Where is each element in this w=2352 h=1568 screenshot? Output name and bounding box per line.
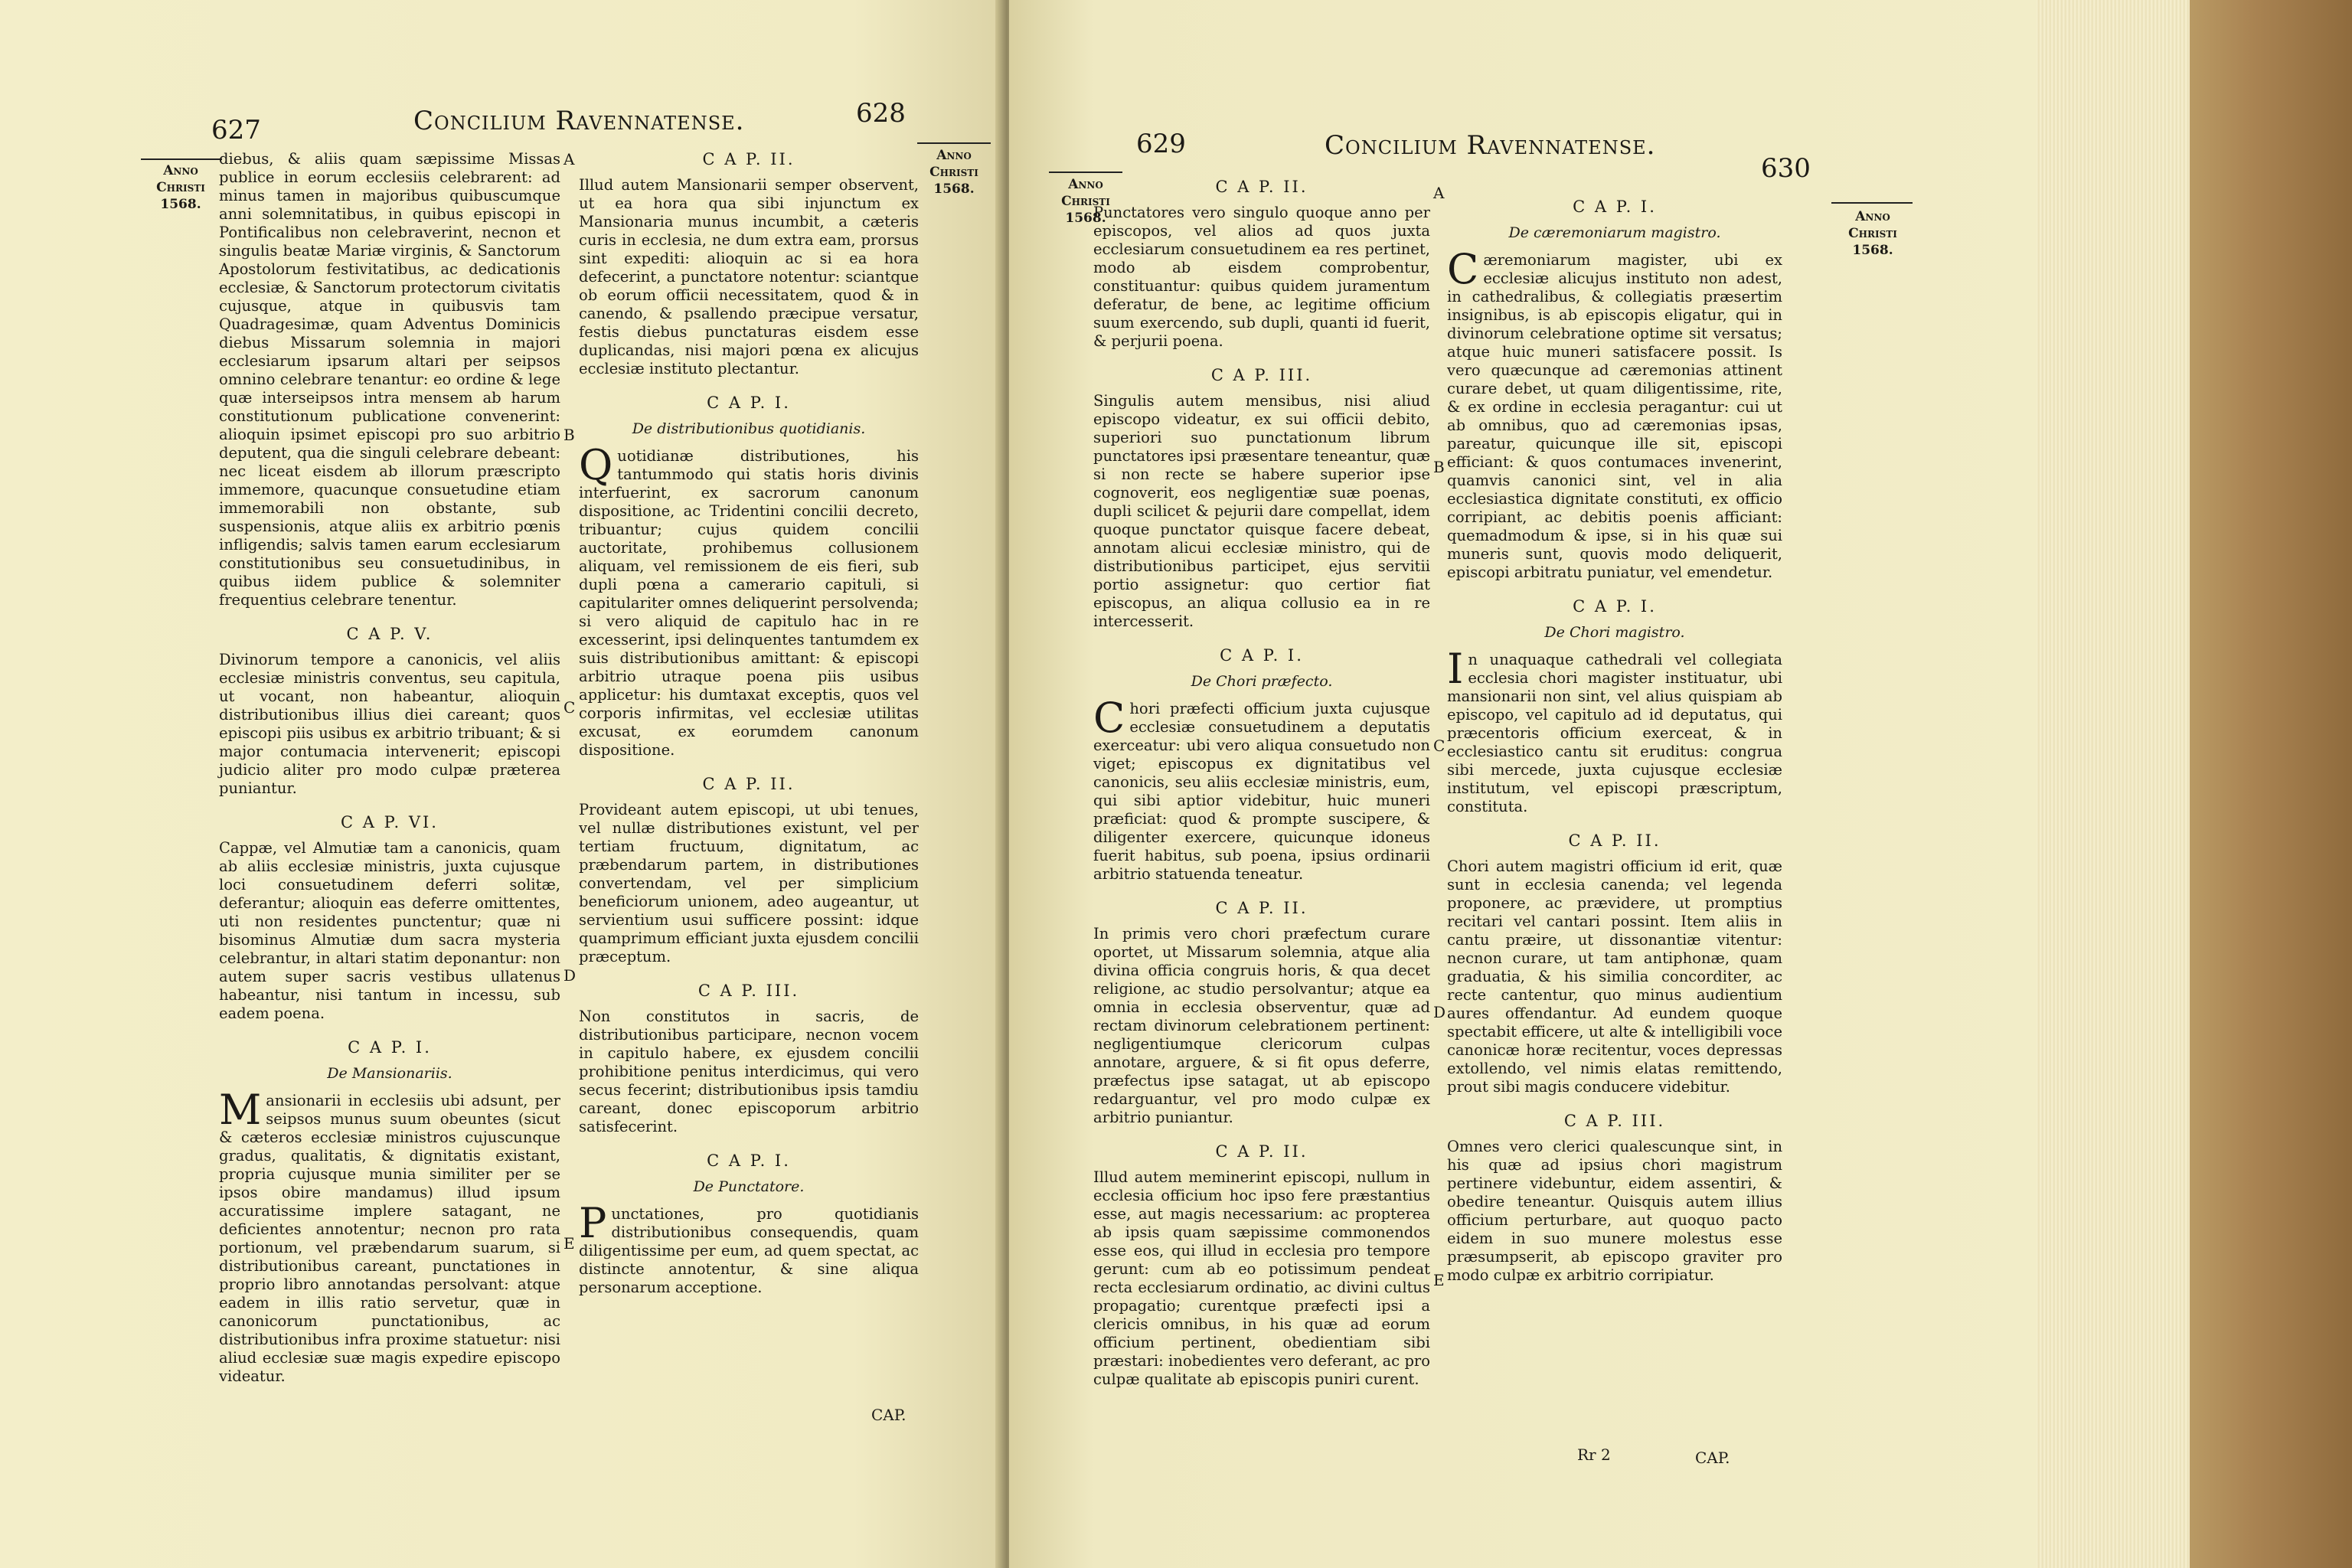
- paragraph: Punctationes, pro quotidianis distributionibus consequendis, quam diligentissime per eum, ad quem spectat, ac distincte annotentur, & sine aliqua personarum acceptione.: [579, 1199, 919, 1296]
- left-page: [0, 0, 1004, 1568]
- margin-rule: [1831, 202, 1913, 204]
- chapter-heading: C A P. III.: [1210, 366, 1313, 384]
- running-title: Concilium Ravennatense.: [413, 106, 745, 136]
- chapter-heading: C A P. I.: [1573, 198, 1657, 216]
- paragraph: Illud autem meminerint episcopi, nullum in ecclesia officium hoc ipso fere præstantius esse, aut magis necessarium: ac propterea ab ipsis quam sæpissime commonendos esse eos, qui illud in ecclesia pro tempore gerunt: cum ab eo potissimum pendeat recta ecclesiarum ordinatio, ac divini cultus propagatio; curentque præfecti ipsi a clericis omnibus, in his quæ ad eorum officium pertinent, obedientiam sibi præstari: inobedientes vero deferant, ac pro culpæ qualitate ab episcopis puniri curent.: [1093, 1168, 1430, 1388]
- chapter-heading: C A P. II.: [702, 150, 795, 168]
- chapter-heading: C A P. II.: [1568, 831, 1661, 850]
- margin-rule: [917, 142, 991, 144]
- margin-note-year: [1834, 208, 1911, 259]
- chapter-heading: C A P. I.: [1220, 646, 1304, 665]
- chapter-heading: C A P. III.: [1563, 1112, 1666, 1130]
- margin-note-line: 1568.: [1065, 211, 1106, 226]
- paragraph: Chori autem magistri officium id erit, quæ sunt in ecclesia canenda; vel legenda proponere, ac prævidere, ut promptius recitari vel cantari possint. Item aliis in cantu præire, ut dissonantiæ vitentur: necnon curare, ut tam antiphonæ, quam graduatia, & his similia concorditer, ac recte cantentur, quo minus audientium aures offendantur. Ad eundem quoque spectabit efficere, ut alte & intelligibili voce canonicæ horæ recitentur, voces depressas extollendo, vel nimis elatas remittendo, prout sibi magis conducere videbitur.: [1447, 858, 1782, 1096]
- paragraph: Quotidianæ distributiones, his tantummodo qui statis horis divinis interfuerint, ex sacrorum canonum dispositione, ac Tridentini concilii decreto, tribuantur; cujus quidem concilii auctoritate, prohibemus collusionem aliquam, vel remissionem de eis fieri, sub dupli pœna a camerario capituli, si capitulariter omnes deliquerint persolvenda; si vero aliquid de capitulo hac in re excesserint, ipsi delinquentes tantumdem ex suis distributionibus amittant: & episcopi arbitrio utraque poena piis usibus applicetur: his dumtaxat exceptis, quos vel corporis infirmitas, vel ecclesiæ utilitas excusat, ex eorumdem canonum dispositione.: [579, 441, 919, 759]
- chapter-heading: C A P. II.: [1215, 899, 1308, 917]
- margin-note-line: Anno: [1068, 177, 1103, 192]
- paragraph: Chori præfecti officium juxta cujusque ecclesiæ consuetudinem a deputatis exerceatur: ubi vero aliqua consuetudo non viget; episcopus ex dignitatibus vel canonicis, seu aliis ecclesiæ ministris, eum, qui sibi aptior videbitur, huic muneri præficiat: quod & prompte suscipere, & diligenter exercere, quicunque idoneus fuerit habitus, sub poena, ipsius ordinarii arbitrio statuenda teneatur.: [1093, 694, 1430, 883]
- margin-note-line: Anno: [1855, 209, 1890, 224]
- section-letter: A: [564, 150, 575, 168]
- paragraph: Provideant autem episcopi, ut ubi tenues, vel nullæ distributiones existunt, vel per tertiam fructuum, dignitatum, ac præbendarum partem, in distributiones convertendam, vel per simplicium beneficiorum unionem, adeo augeantur, ut servientium usui sufficere possint: idque quamprimum efficiant juxta ejusdem concilii præceptum.: [579, 801, 919, 965]
- chapter-heading: C A P. I.: [348, 1038, 432, 1057]
- section-letter: A: [1433, 184, 1445, 202]
- chapter-heading: C A P. I.: [707, 1152, 791, 1170]
- chapter-heading: C A P. II.: [702, 775, 795, 793]
- text-column-2: [579, 150, 919, 1305]
- text-column-1: [219, 150, 560, 1393]
- paragraph: Mansionarii in ecclesiis ubi adsunt, per seipsos munus suum obeuntes (sicut & cæteros ecclesiæ ministros cujuscunque gradus, qualitatis, & dignitatis existant, propria cujusque munia similiter per se ipsos obire mandamus) illud ipsum accuratissime implere satagant, ne deficientes annotentur; necnon pro rata portionum, vel præbendarum suarum, si distributionibus careant, punctationes in proprio libro annotandas persolvant: atque eadem in illis ratio servetur, quæ in canonicorum punctationibus, ac distributionibus infra proxime statuetur: nisi aliud ecclesiæ suæ magis expedire episcopo videatur.: [219, 1086, 560, 1385]
- chapter-heading: C A P. V.: [346, 625, 433, 643]
- signature-mark: Rr 2: [1577, 1446, 1611, 1464]
- paragraph: Non constitutos in sacris, de distributionibus participare, necnon vocem in capitulo habere, ex ejusdem concilii prohibitione penitus interdicimus, qui vero secus fecerint; distributionibus ipsis tamdiu careant, donec episcoporum arbitrio satisfecerint.: [579, 1008, 919, 1135]
- paragraph: In primis vero chori præfectum curare oportet, ut Missarum solemnia, atque alia divina officia congruis horis, & qua decet religione, ac studio persolvantur; atque ea omnia in ecclesia observentur, quæ ad rectam divinorum celebrationem pertinent: negligentiumque clericorum culpas annotare, arguere, & si fit opus deferre, præfectus ipse satagat, ut ab episcopo redarguantur, vel pro modo culpæ ex arbitrio puniantur.: [1093, 925, 1430, 1126]
- margin-note-line: Christi: [929, 165, 978, 180]
- section-letter: B: [1433, 458, 1445, 476]
- section-letter: B: [564, 426, 575, 444]
- running-title: Concilium Ravennatense.: [1325, 130, 1656, 161]
- paragraph: diebus, & aliis quam sæpissime Missas publice in eorum ecclesiis celebrarent: ad minus tamen in majoribus quibuscumque anni solemnitatibus, in quibus episcopi in Pontificalibus non celebraverint, necnon et singulis beatæ Mariæ virginis, & Sanctorum Apostolorum festivitatibus, ac dedicationis ecclesiæ, & Sanctorum protectorum civitatis cujusque, atque in quibusvis tam Quadragesimæ, quam Adventus Dominicis diebus Missarum solemnia in majori ecclesiarum ipsarum altari per seipsos omnino celebrare tenantur: eo ordine & lege quæ interseipsos intra mensem ab harum constitutionum publicatione convenerint: alioquin ipsimet episcopi pro suo arbitrio deputent, qua die singuli celebrare debeant: nec liceat eisdem ab illorum præscripto immemore, quacunque consuetudine etiam immemorabili non obstante, sub suspensionis, atque aliis ex arbitrio pœnis infligendis; salvis tamen earum ecclesiarum constitutionibus seu consuetudinibus, in quibus iidem publice & solemniter frequentius celebrare tenentur.: [219, 150, 560, 609]
- section-letter: D: [1433, 1003, 1446, 1021]
- chapter-subtitle: De Mansionariis.: [327, 1065, 452, 1082]
- paragraph: Divinorum tempore a canonicis, vel aliis ecclesiæ ministris conventus, seu capitula, ut vocant, non habeantur, alioquin distributionibus illius diei careant; quos episcopi piis usibus ex arbitrio tribuant; & si major contumacia intervenerit; episcopi judicio aliter pro modo culpæ præterea puniantur.: [219, 651, 560, 797]
- paragraph: Omnes vero clerici qualescunque sint, in his quæ ad ipsius chori magistrum pertinere videbuntur, eidem assentiri, & obedire teneantur. Quisquis autem illius officium perturbare, aut quoquo pacto eidem in suo munere molestus esse præsumpserit, ab episcopo graviter pro modo culpæ ex arbitrio corripiatur.: [1447, 1138, 1782, 1284]
- chapter-heading: C A P. I.: [1573, 597, 1657, 616]
- margin-note-line: 1568.: [1852, 243, 1893, 258]
- text-column-2: [1447, 198, 1782, 1292]
- margin-note-line: 1568.: [160, 197, 201, 212]
- paragraph: Singulis autem mensibus, nisi aliud episcopo videatur, ex sui officii debito, superiori suo punctationum librum punctatores ipsi præsentare teneantur, quæ si non recte se habere superior ipse cognoverit, eos negligentiæ suæ poenas, dupli scilicet & pejurii dare compellat, idem quoque punctator quisque facere debeat, annotam alicui ecclesiæ ministro, qui de distributionibus participet, ejus servitii portio assignetur: quo certior fiat episcopus, an aliqua collusio ea in re intercesserit.: [1093, 392, 1430, 630]
- chapter-subtitle: De distributionibus quotidianis.: [632, 420, 866, 437]
- page-number: 629: [1136, 129, 1186, 159]
- margin-rule: [141, 158, 222, 160]
- section-letter: E: [564, 1234, 575, 1253]
- margin-note-line: Anno: [163, 163, 198, 178]
- margin-note-year: [142, 162, 219, 213]
- paragraph: Cappæ, vel Almutiæ tam a canonicis, quam ab aliis ecclesiæ ministris, juxta cujusque loci consuetudinem deferri solitæ, deferantur; alioquin eas deferre omittentes, uti non residentes punctentur; quæ ni bisominus Almutiæ dum sacra mysteria celebrantur, in altari statim deponantur: non autem super sacris vestibus ullatenus habeantur, nisi tantum in incessu, sub eadem poena.: [219, 839, 560, 1022]
- margin-note-line: 1568.: [933, 181, 975, 197]
- catchword: CAP.: [871, 1406, 906, 1424]
- paragraph: Cæremoniarum magister, ubi ex ecclesiæ alicujus instituto non adest, in cathedralibus, & collegiatis præsertim insignibus, is ab episcopis eligatur, qui in divinorum celebratione optime sit versatus; atque huic muneri satisfacere possit. Is vero quæcunque ad cæremonias attinent curare debet, ut quam diligentissime, rite, & ex ordine in ecclesia peragantur: cui ut ab omnibus, quo ad cæremonias ipsas, pareatur, quicunque ille sit, episcopi efficiant: & quos contumaces invenerint, quamvis canonici sint, vel in alia ecclesiastica dignitate constituti, ex officio corripiant, ac debitis poenis afficiant: quemadmodum & ipse, si in his quæ sui muneris sunt, quovis modo deliquerit, episcopi arbitratu puniatur, vel emendetur.: [1447, 245, 1782, 581]
- paragraph: Punctatores vero singulo quoque anno per episcopos, vel alios ad quos juxta ecclesiarum consuetudinem ea res pertinet, modo ab eisdem comprobentur, constituantur: quibus quidem juramentum deferatur, de bene, ac legitime officium suum exercendo, sub dupli, quanti id fuerit, & perjurii poena.: [1093, 204, 1430, 350]
- chapter-subtitle: De Punctatore.: [693, 1178, 805, 1195]
- margin-rule: [1049, 172, 1122, 173]
- book-binding: [2190, 0, 2352, 1568]
- page-edges: [2037, 0, 2197, 1568]
- chapter-heading: C A P. II.: [1215, 178, 1308, 196]
- chapter-subtitle: De Chori præfecto.: [1191, 673, 1333, 690]
- chapter-heading: C A P. VI.: [341, 813, 439, 831]
- text-column-1: [1093, 178, 1430, 1396]
- margin-note-line: Christi: [1061, 194, 1110, 209]
- section-letter: D: [564, 966, 577, 985]
- chapter-heading: C A P. III.: [697, 982, 800, 1000]
- section-letter: C: [564, 698, 576, 717]
- page-number: 630: [1761, 153, 1811, 184]
- chapter-heading: C A P. II.: [1215, 1142, 1308, 1161]
- page-number: 628: [856, 98, 906, 129]
- page-number: 627: [211, 115, 261, 145]
- margin-note-year: [916, 147, 992, 198]
- section-letter: C: [1433, 737, 1446, 755]
- margin-note-line: Christi: [1848, 226, 1897, 241]
- catchword: CAP.: [1695, 1449, 1730, 1467]
- margin-note-line: Anno: [936, 148, 972, 163]
- right-page: [1009, 0, 2066, 1568]
- margin-note-line: Christi: [156, 180, 205, 195]
- chapter-subtitle: De cæremoniarum magistro.: [1508, 224, 1721, 241]
- paragraph: Illud autem Mansionarii semper observent, ut ea hora qua sibi injunctum ex Mansionaria munus incumbit, a cæteris curis in ecclesia, ne dum extra eam, prorsus sint expediti: alioquin ac si ea hora defecerint, a punctatore notentur: sciantque ob eorum officii necessitatem, quod & in canendo, & psallendo præcipue versatur, festis diebus punctaturas eisdem esse duplicandas, nisi majori pœna ex alicujus ecclesiæ instituto plectantur.: [579, 176, 919, 377]
- chapter-subtitle: De Chori magistro.: [1544, 624, 1685, 641]
- section-letter: E: [1433, 1271, 1445, 1289]
- paragraph: In unaquaque cathedrali vel collegiata ecclesia chori magister instituatur, ubi mansionarii non sint, vel alius quispiam ab episcopo, vel capitulo ad id deputatus, qui præcentoris officium exerceat, & in ecclesiastico cantu sit eruditus: congrua sibi mercede, juxta cujusque ecclesiæ institutum, vel episcopi præscriptum, constituta.: [1447, 645, 1782, 815]
- chapter-heading: C A P. I.: [707, 394, 791, 412]
